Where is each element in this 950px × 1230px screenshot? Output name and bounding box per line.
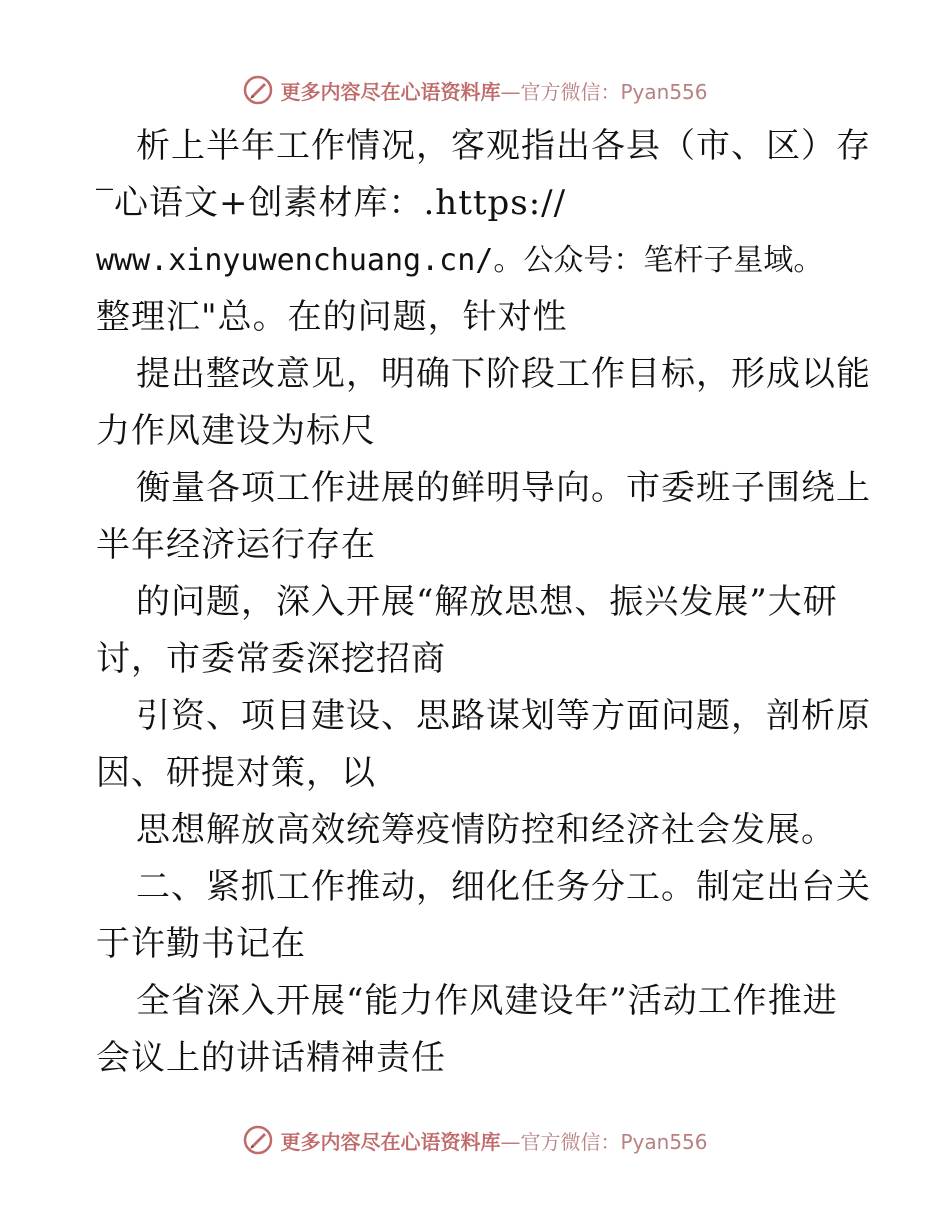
watermark-wechat-label: 官方微信： <box>520 1129 621 1154</box>
watermark-wechat-label: 官方微信： <box>520 79 621 104</box>
text-line: 引资、项目建设、思路谋划等方面问题，剖析原 <box>136 696 871 736</box>
text-line: www.xinyuwenchuang.cn/。公众号：笔杆子星域。 <box>96 243 824 278</box>
quill-seal-icon <box>242 1124 274 1156</box>
text-line: 半年经济运行存在 <box>96 525 376 565</box>
text-line: 析上半年工作情况，客观指出各县（市、区）存 <box>136 126 871 166</box>
watermark-wechat-id: Pyan556 <box>620 79 708 104</box>
header-watermark <box>0 70 950 110</box>
text-line: 力作风建设为标尺 <box>96 411 376 451</box>
text-line: 讨，市委常委深挖招商 <box>96 639 446 679</box>
text-line: ‾心语文+创素材库：.https:// <box>96 183 567 223</box>
watermark-wechat-id: Pyan556 <box>620 1129 708 1154</box>
watermark-separator: — <box>500 79 521 104</box>
watermark-text <box>280 76 707 105</box>
watermark-text <box>280 1126 707 1155</box>
text-line: 衡量各项工作进展的鲜明导向。市委班子围绕上 <box>136 468 871 508</box>
text-line: 于许勤书记在 <box>96 924 306 964</box>
text-line: 整理汇"总。在的问题，针对性 <box>96 297 568 337</box>
text-line: 的问题，深入开展“解放思想、振兴发展”大研 <box>136 582 838 622</box>
text-line: 因、研提对策，以 <box>96 753 376 793</box>
document-body <box>96 118 871 1087</box>
footer-watermark <box>0 1120 950 1160</box>
text-line: 会议上的讲话精神责任 <box>96 1038 446 1078</box>
text-line: 二、紧抓工作推动，细化任务分工。制定出台关 <box>136 867 871 907</box>
quill-seal-icon <box>242 74 274 106</box>
text-line: 全省深入开展“能力作风建设年”活动工作推进 <box>136 981 838 1021</box>
text-line: 思想解放高效统筹疫情防控和经济社会发展。 <box>136 810 836 850</box>
watermark-brand: 更多内容尽在心语资料库 <box>280 1129 501 1154</box>
watermark-separator: — <box>500 1129 521 1154</box>
text-line: 提出整改意见，明确下阶段工作目标，形成以能 <box>136 354 871 394</box>
watermark-brand: 更多内容尽在心语资料库 <box>280 79 501 104</box>
